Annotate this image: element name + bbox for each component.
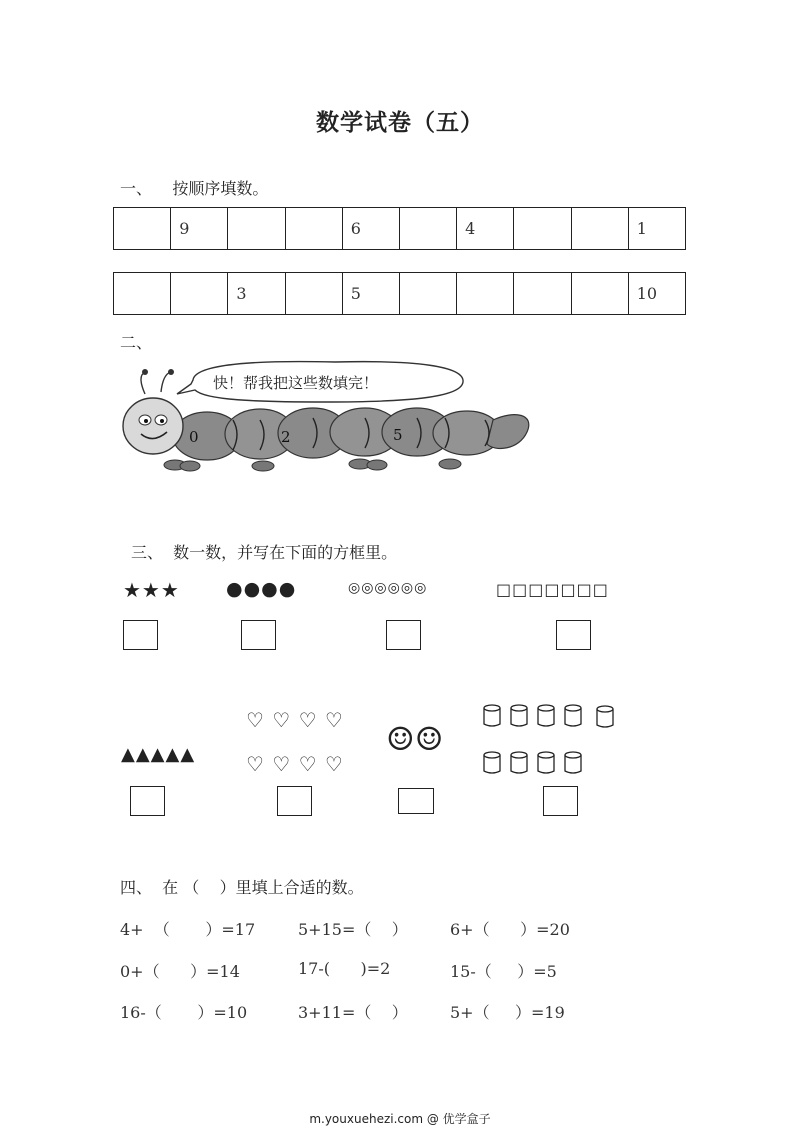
answer-box[interactable] xyxy=(398,788,434,814)
cup-icon xyxy=(538,705,554,726)
grid-cell[interactable] xyxy=(399,208,456,250)
grid-cell[interactable]: 3 xyxy=(228,273,285,315)
speech-text: 快！帮我把这些数填完！ xyxy=(213,374,379,392)
section-1-heading: 一、 按顺序填数。 xyxy=(120,179,269,198)
grid-cell[interactable] xyxy=(114,273,171,315)
section-4-heading: 四、 在 （ ）里填上合适的数。 xyxy=(120,878,364,897)
grid-cell[interactable] xyxy=(571,208,628,250)
triangles-group: ▲▲▲▲▲ xyxy=(121,744,196,765)
number-grid-row-1 xyxy=(113,207,686,250)
answer-box[interactable] xyxy=(241,620,276,650)
grid-cell[interactable]: 6 xyxy=(342,208,399,250)
cup-icon xyxy=(538,752,554,773)
grid-cell[interactable] xyxy=(285,208,342,250)
caterpillar-illustration xyxy=(115,358,540,483)
answer-box[interactable] xyxy=(130,786,165,816)
equation[interactable]: 16-（ ）=10 xyxy=(120,1003,248,1022)
equation[interactable]: 6+（ ）=20 xyxy=(450,920,570,939)
answer-box[interactable] xyxy=(277,786,312,816)
grid-cell[interactable] xyxy=(514,273,571,315)
equation[interactable]: 15-（ ）=5 xyxy=(450,962,557,981)
circles-group: ◎◎◎◎◎◎ xyxy=(348,580,428,596)
grid-cell[interactable] xyxy=(228,208,285,250)
section-2-heading: 二、 xyxy=(120,333,153,352)
grid-cell[interactable]: 10 xyxy=(628,273,685,315)
cup-icon xyxy=(511,752,527,773)
equation[interactable]: 5+15=（ ） xyxy=(298,920,408,939)
equation[interactable]: 5+（ ）=19 xyxy=(450,1003,565,1022)
cup-icon xyxy=(484,752,500,773)
smiles-group: ☺☺ xyxy=(386,720,444,758)
caterpillar-feet xyxy=(164,459,461,471)
caterpillar-body xyxy=(173,408,529,460)
segment-number: 2 xyxy=(281,428,291,446)
answer-box[interactable] xyxy=(123,620,158,650)
grid-cell[interactable] xyxy=(571,273,628,315)
grid-cell[interactable]: 1 xyxy=(628,208,685,250)
cup-icon xyxy=(565,705,581,726)
grid-cell[interactable] xyxy=(114,208,171,250)
cup-icon xyxy=(565,752,581,773)
equation[interactable]: 0+（ ）=14 xyxy=(120,962,240,981)
cup-icon xyxy=(511,705,527,726)
footer-source: m.youxuehezi.com @ 优学盒子 xyxy=(309,1112,491,1126)
equation[interactable]: 3+11=（ ） xyxy=(298,1003,408,1022)
grid-cell[interactable] xyxy=(399,273,456,315)
segment-number: 5 xyxy=(393,426,403,444)
grid-cell[interactable] xyxy=(514,208,571,250)
answer-box[interactable] xyxy=(543,786,578,816)
number-grid-row-2 xyxy=(113,272,686,315)
cup-icon xyxy=(597,706,613,727)
segment-number: 0 xyxy=(189,428,199,446)
hearts-group-top: ♡ ♡ ♡ ♡ xyxy=(246,708,344,732)
hearts-group-bottom: ♡ ♡ ♡ ♡ xyxy=(246,752,344,776)
stars-group: ★★★ xyxy=(123,578,180,602)
answer-box[interactable] xyxy=(556,620,591,650)
section-3-heading: 三、 数一数，并写在下面的方框里。 xyxy=(131,543,398,562)
grid-cell[interactable] xyxy=(285,273,342,315)
grid-cell[interactable]: 4 xyxy=(457,208,514,250)
cup-icon xyxy=(484,705,500,726)
equation[interactable]: 17-( )=2 xyxy=(298,959,391,978)
caterpillar-head xyxy=(123,369,183,454)
grid-cell[interactable] xyxy=(171,273,228,315)
grid-cell[interactable]: 9 xyxy=(171,208,228,250)
dots-group: ●●●● xyxy=(226,578,297,600)
page-title: 数学试卷（五） xyxy=(316,109,484,136)
equation[interactable]: 4+ （ ）=17 xyxy=(120,920,256,939)
squares-group: □□□□□□□ xyxy=(496,580,609,599)
answer-box[interactable] xyxy=(386,620,421,650)
grid-cell[interactable]: 5 xyxy=(342,273,399,315)
cups-group xyxy=(480,700,630,780)
grid-cell[interactable] xyxy=(457,273,514,315)
